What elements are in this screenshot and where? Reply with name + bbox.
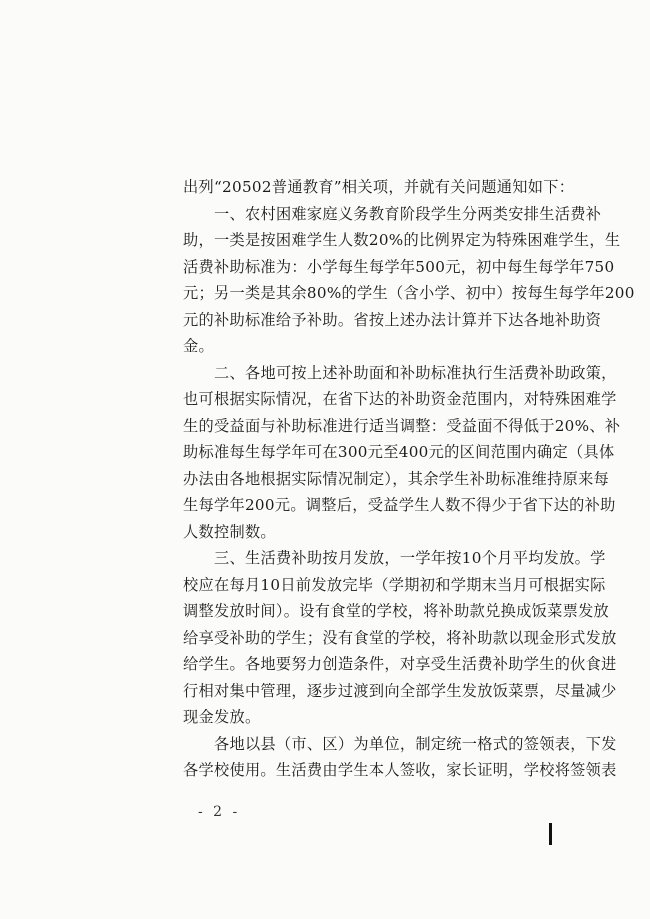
text-line: 元；另一类是其余80%的学生（含小学、初中）按每生每学年200 <box>183 284 635 302</box>
page-number: - 2 - <box>198 804 241 820</box>
text-line: 各学校使用。生活费由学生本人签收，家长证明，学校将签领表 <box>183 761 617 779</box>
text-line: 现金发放。 <box>183 708 261 726</box>
text-line: 元的补助标准给予补助。省按上述办法计算并下达各地补助资 <box>183 311 602 329</box>
text-line: 调整发放时间）。设有食堂的学校，将补助款兑换成饭菜票发放 <box>183 602 610 620</box>
text-line: 办法由各地根据实际情况制定），其余学生补助标准维持原来每 <box>183 470 610 488</box>
text-line: 三、生活费补助按月发放，一学年按10个月平均发放。学 <box>214 549 606 567</box>
text-line: 金。 <box>183 337 214 355</box>
text-line: 行相对集中管理，逐步过渡到向全部学生发放饭菜票，尽量减少 <box>183 682 617 700</box>
text-line: 二、各地可按上述补助面和补助标准执行生活费补助政策， <box>214 364 617 382</box>
text-line: 活费补助标准为：小学每生每学年500元，初中每生每学年750 <box>183 258 615 276</box>
text-line: 给学生。各地要努力创造条件，对享受生活费补助学生的伙食进 <box>183 655 617 673</box>
text-line: 一、农村困难家庭义务教育阶段学生分两类安排生活费补 <box>214 205 602 223</box>
text-line: 生每学年200元。调整后，受益学生人数不得少于省下达的补助 <box>183 496 616 514</box>
text-line: 人数控制数。 <box>183 523 276 541</box>
text-line: 各地以县（市、区）为单位，制定统一格式的签领表，下发 <box>214 735 617 753</box>
text-line: 助，一类是按困难学生人数20%的比例界定为特殊困难学生，生 <box>183 231 621 249</box>
text-line: 也可根据实际情况，在省下达的补助资金范围内，对特殊困难学 <box>183 390 617 408</box>
text-line: 出列“20502普通教育”相关项，并就有关问题通知如下： <box>183 178 575 196</box>
text-line: 生的受益面与补助标准进行适当调整：受益面不得低于20%、补 <box>183 417 621 435</box>
text-line: 助标准每生每学年可在300元至400元的区间范围内确定（具体 <box>183 443 615 461</box>
text-line: 校应在每月10日前发放完毕（学期初和学期末当月可根据实际 <box>183 576 606 594</box>
scan-mark <box>549 823 552 845</box>
text-line: 给享受补助的学生；没有食堂的学校，将补助款以现金形式发放 <box>183 629 617 647</box>
